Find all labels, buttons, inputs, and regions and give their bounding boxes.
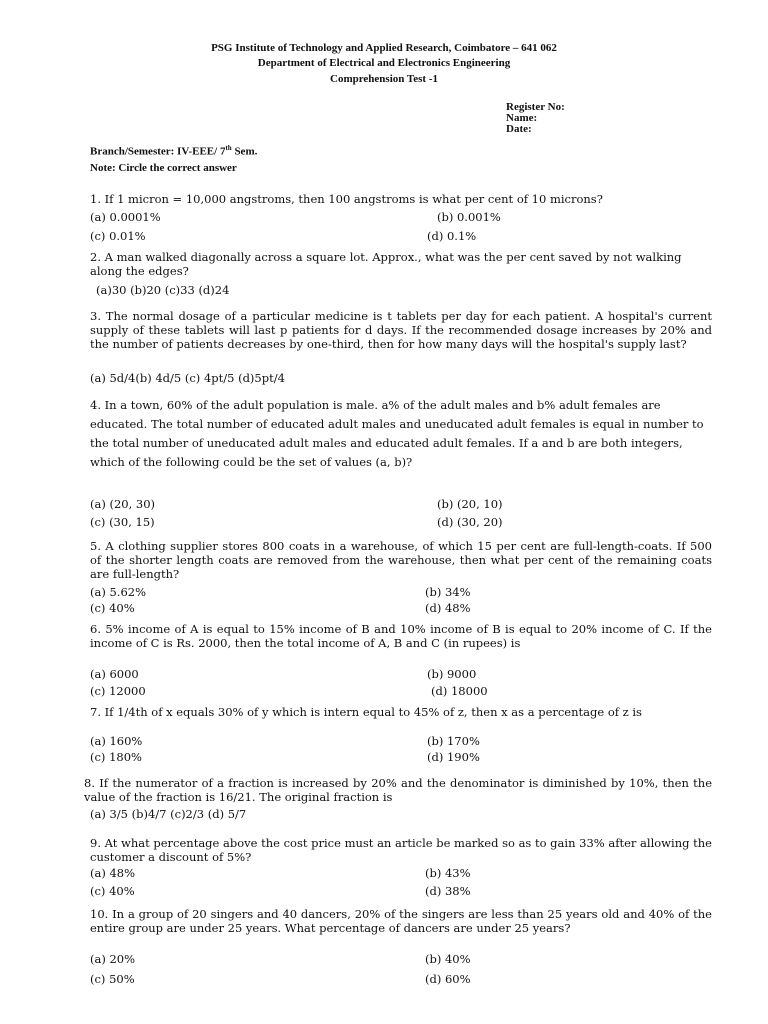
q1-option-b[interactable]: (b) 0.001% [437,210,501,224]
question-5: 5. A clothing supplier stores 800 coats in a warehouse, of which 15 per cent are full-length-coats. If 500 of the shorter length coats are removed from the warehouse, then what per cent of the remaining coats are full-length? [90,539,712,581]
q9-option-c[interactable]: (c) 40% [90,884,135,898]
q9-option-d[interactable]: (d) 38% [425,884,471,898]
question-4: 4. In a town, 60% of the adult population is male. a% of the adult males and b% adult females are educated. The total number of educated adult males and uneducated adult females is equal in number to the total number of uneducated adult males and educated adult females. If a and b are both integers, which of the following could be the set of values (a, b)? [90,398,704,469]
q6-option-b[interactable]: (b) 9000 [427,667,477,681]
q10-option-d[interactable]: (d) 60% [425,972,471,986]
q6-option-c[interactable]: (c) 12000 [90,684,146,698]
q7-option-a[interactable]: (a) 160% [90,734,143,748]
question-1: 1. If 1 micron = 10,000 angstroms, then 100 angstroms is what per cent of 10 microns? [90,192,603,206]
q5-option-c[interactable]: (c) 40% [90,601,135,615]
q5-option-d[interactable]: (d) 48% [425,601,471,615]
q6-option-d[interactable]: (d) 18000 [431,684,488,698]
q5-option-a[interactable]: (a) 5.62% [90,585,147,599]
q10-option-c[interactable]: (c) 50% [90,972,135,986]
date-field: Date: [506,123,532,135]
q7-option-c[interactable]: (c) 180% [90,750,142,764]
question-9: 9. At what percentage above the cost price must an article be marked so as to gain 33% after allowing the customer a discount of 5%? [90,836,712,864]
department-name: Department of Electrical and Electronics Engineering [257,57,511,69]
q9-option-b[interactable]: (b) 43% [425,866,471,880]
register-field: Register No: [506,101,565,113]
branch-sup: th [225,144,232,152]
q8-options[interactable]: (a) 3/5 (b)4/7 (c)2/3 (d) 5/7 [90,807,247,821]
branch-semester [90,143,257,158]
note: Note: Circle the correct answer [90,162,237,174]
q10-option-a[interactable]: (a) 20% [90,952,136,966]
q1-option-c[interactable]: (c) 0.01% [90,229,146,243]
q5-option-b[interactable]: (b) 34% [425,585,471,599]
q1-option-d[interactable]: (d) 0.1% [427,229,477,243]
q3-options[interactable]: (a) 5d/4(b) 4d/5 (c) 4pt/5 (d)5pt/4 [90,371,285,385]
q7-option-b[interactable]: (b) 170% [427,734,480,748]
q10-option-b[interactable]: (b) 40% [425,952,471,966]
q1-option-a[interactable]: (a) 0.0001% [90,210,161,224]
question-8: 8. If the numerator of a fraction is increased by 20% and the denominator is diminished by 10%, then the value of the fraction is 16/21. The original fraction is [84,776,712,804]
test-title: Comprehension Test -1 [330,73,438,85]
branch-prefix: Branch/Semester: IV-EEE/ 7 [90,145,226,158]
q4-option-c[interactable]: (c) (30, 15) [90,515,155,529]
question-10: 10. In a group of 20 singers and 40 dancers, 20% of the singers are less than 25 years old and 40% of the entire group are under 25 years. What percentage of dancers are under 25 years? [90,907,712,935]
q4-option-d[interactable]: (d) (30, 20) [437,515,503,529]
question-6: 6. 5% income of A is equal to 15% income of B and 10% income of B is equal to 20% income of C. If the income of C is Rs. 2000, then the total income of A, B and C (in rupees) is [90,622,712,650]
question-7: 7. If 1/4th of x equals 30% of y which is intern equal to 45% of z, then x as a percentage of z is [90,705,642,719]
question-3: 3. The normal dosage of a particular medicine is t tablets per day for each patient. A hospital's current supply of these tablets will last p patients for d days. If the recommended dosage increases by 20% and the number of patients decreases by one-third, then for how many days will the hospital's supply last? [90,309,712,351]
q6-option-a[interactable]: (a) 6000 [90,667,139,681]
name-field: Name: [506,112,538,124]
q4-option-b[interactable]: (b) (20, 10) [437,497,503,511]
q4-option-a[interactable]: (a) (20, 30) [90,497,156,511]
question-2: 2. A man walked diagonally across a square lot. Approx., what was the per cent saved by not walking along the edges? [90,250,682,278]
branch-suffix: Sem. [231,145,258,158]
q9-option-a[interactable]: (a) 48% [90,866,136,880]
q7-option-d[interactable]: (d) 190% [427,750,480,764]
q2-options[interactable]: (a)30 (b)20 (c)33 (d)24 [96,283,230,297]
institute-name: PSG Institute of Technology and Applied Research, Coimbatore – 641 062 [211,42,557,54]
